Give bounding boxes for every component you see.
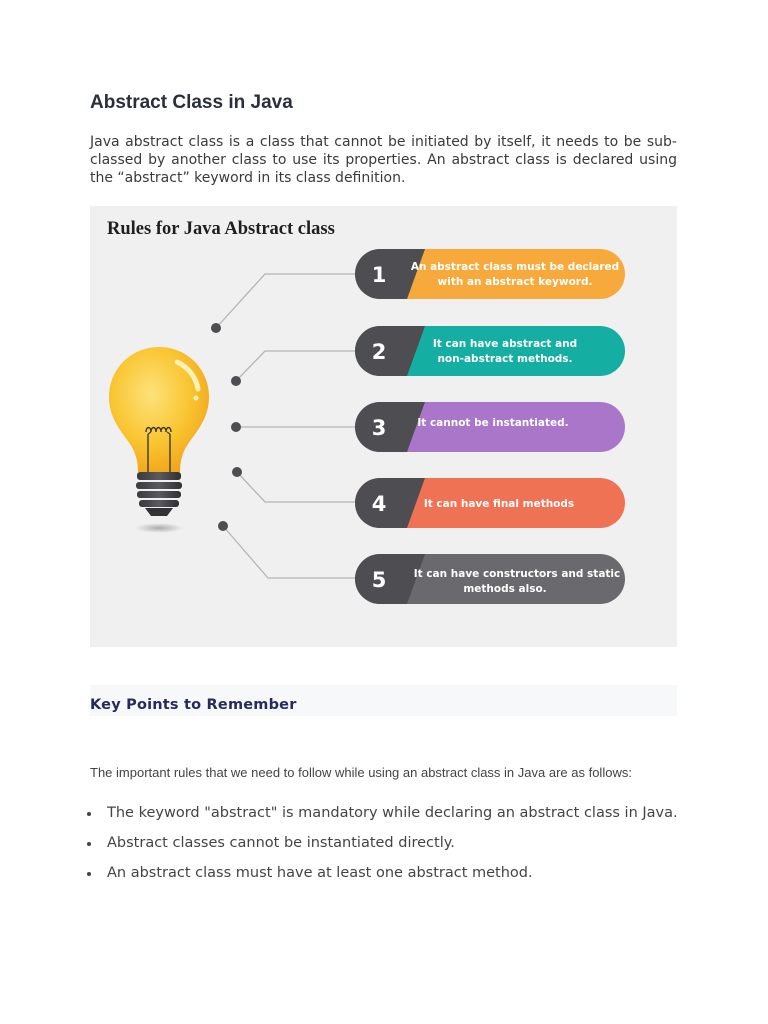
rule-text-line-2: methods also. [463,583,547,595]
key-points-lead: The important rules that we need to follow while using an abstract class in Java are as follows: [90,765,632,780]
list-item: The keyword "abstract" is mandatory while declaring an abstract class in Java. [90,804,680,822]
intro-paragraph: Java abstract class is a class that cannot be initiated by itself, it needs to be sub-classed by another class to use its properties. An abstract class is declared using the “abstract” keyword in its class definition. [90,134,677,186]
key-points-list [90,804,680,894]
rule-text-line-1: It can have abstract and [432,338,578,350]
rule-item-3 [355,402,625,452]
rule-item-1 [355,249,625,299]
rule-number: 2 [371,340,387,364]
rule-item-5 [355,554,625,604]
rule-item-2 [355,326,625,376]
key-points-band [90,685,677,716]
page-title: Abstract Class in Java [90,92,293,113]
rule-text-line-1: It can have constructors and static [413,568,621,580]
rule-number: 1 [371,263,387,287]
list-item: An abstract class must have at least one abstract method. [90,864,680,882]
rule-text-line-1: It can have final methods [423,498,575,510]
rule-item-4 [355,478,625,528]
connector-dots [211,323,242,531]
lightbulb-icon [109,347,209,533]
list-item: Abstract classes cannot be instantiated directly. [90,834,680,852]
rule-text-line-1: It cannot be instantiated. [417,417,569,429]
infographic-title: Rules for Java Abstract class [107,219,335,239]
rules-infographic [90,206,677,647]
rule-text-line-2: with an abstract keyword. [437,276,593,288]
rule-text-line-2: non-abstract methods. [437,353,573,365]
rule-number: 3 [371,416,387,440]
rule-number: 5 [371,568,387,592]
key-points-heading: Key Points to Remember [90,697,297,713]
rule-text-line-1: An abstract class must be declared [410,261,620,273]
rule-number: 4 [371,492,387,516]
